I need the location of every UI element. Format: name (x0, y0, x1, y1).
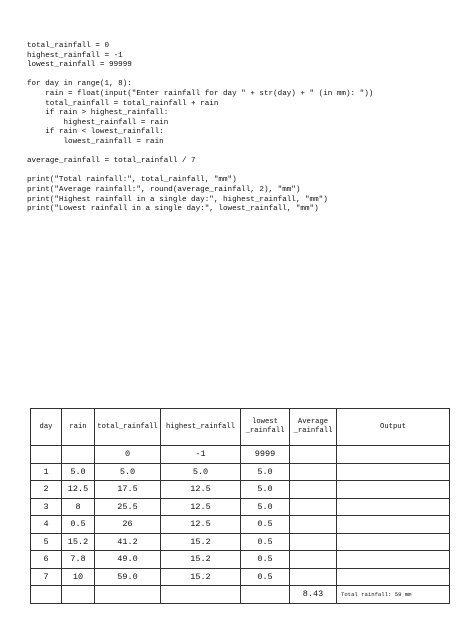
table-cell (241, 586, 290, 604)
code-line (27, 167, 373, 177)
code-line: print("Highest rainfall in a single day:", highest_rainfall, "mm") (27, 195, 328, 204)
table-cell: 25.5 (95, 498, 161, 516)
table-cell: 12.5 (62, 481, 95, 499)
table-cell: -1 (161, 446, 241, 464)
code-line: rain = float(input("Enter rainfall for day " + str(day) + " (in mm): ")) (27, 89, 374, 98)
table-row (31, 586, 450, 604)
table-cell: 9999 (241, 446, 290, 464)
table-header-row (31, 409, 450, 446)
table-cell (290, 481, 337, 499)
code-line: total_rainfall = total_rainfall + rain (27, 99, 219, 108)
table-cell (337, 568, 450, 586)
table-cell: 49.0 (95, 551, 161, 569)
table-cell: 2 (31, 481, 62, 499)
table-cell: 5.0 (62, 463, 95, 481)
column-header: highest_rainfall (161, 409, 241, 446)
table-cell: 7 (31, 568, 62, 586)
table-cell: 5 (31, 533, 62, 551)
code-line: print("Lowest rainfall in a single day:", lowest_rainfall, "mm") (27, 205, 319, 214)
code-line: lowest_rainfall = rain (27, 137, 164, 146)
table-cell (290, 463, 337, 481)
table-row (31, 481, 450, 499)
table-cell: 5.0 (161, 463, 241, 481)
table-cell (62, 446, 95, 464)
table-cell (337, 551, 450, 569)
table-cell: 5.0 (95, 463, 161, 481)
code-line (27, 148, 373, 158)
table-cell (290, 446, 337, 464)
table-cell: 12.5 (161, 516, 241, 534)
table-cell: 5.0 (241, 498, 290, 516)
table-cell: 0.5 (241, 568, 290, 586)
column-header: lowest _rainfall (241, 409, 290, 446)
table-cell: 8 (62, 498, 95, 516)
table-cell (290, 516, 337, 534)
code-line: if rain < lowest_rainfall: (27, 128, 164, 137)
column-header: Output (337, 409, 450, 446)
table-cell (337, 446, 450, 464)
table-row (31, 551, 450, 569)
table-cell (337, 481, 450, 499)
table-cell: Total rainfall: 59 mm (337, 586, 450, 604)
table-row (31, 446, 450, 464)
table-row (31, 463, 450, 481)
table-cell: 15.2 (62, 533, 95, 551)
table-cell (337, 498, 450, 516)
table-row (31, 568, 450, 586)
table-cell: 0.5 (241, 516, 290, 534)
table-cell (31, 586, 62, 604)
code-line: highest_rainfall = rain (27, 118, 169, 127)
code-listing (27, 42, 373, 215)
table-cell (95, 586, 161, 604)
table-cell (337, 516, 450, 534)
code-line: if rain > highest_rainfall: (27, 109, 169, 118)
table-cell (290, 551, 337, 569)
table-cell: 3 (31, 498, 62, 516)
table-cell: 4 (31, 516, 62, 534)
table-cell (337, 463, 450, 481)
table-cell: 0.5 (241, 533, 290, 551)
code-line: print("Average rainfall:", round(average_rainfall, 2), "mm") (27, 185, 301, 194)
table-cell (290, 533, 337, 551)
table-cell: 7.8 (62, 551, 95, 569)
table-row (31, 533, 450, 551)
table-cell: 15.2 (161, 568, 241, 586)
table-cell: 6 (31, 551, 62, 569)
table-cell (290, 498, 337, 516)
table-cell: 1 (31, 463, 62, 481)
table-cell: 12.5 (161, 481, 241, 499)
table-cell: 0.5 (62, 516, 95, 534)
table-cell: 10 (62, 568, 95, 586)
code-line: average_rainfall = total_rainfall / 7 (27, 157, 196, 166)
table-cell: 12.5 (161, 498, 241, 516)
table-row (31, 498, 450, 516)
table-cell (337, 533, 450, 551)
column-header: day (31, 409, 62, 446)
column-header: rain (62, 409, 95, 446)
table-cell: 5.0 (241, 481, 290, 499)
trace-table (30, 408, 450, 604)
table-cell: 5.0 (241, 463, 290, 481)
table-cell: 59.0 (95, 568, 161, 586)
table-cell (31, 446, 62, 464)
table-cell: 8.43 (290, 586, 337, 604)
table-row (31, 516, 450, 534)
code-line: for day in range(1, 8): (27, 80, 132, 89)
table-cell (290, 568, 337, 586)
table-cell (62, 586, 95, 604)
code-line (27, 71, 373, 81)
table-cell: 0 (95, 446, 161, 464)
table-cell: 0.5 (241, 551, 290, 569)
table-cell: 17.5 (95, 481, 161, 499)
code-line: lowest_rainfall = 99999 (27, 61, 132, 70)
table-cell: 15.2 (161, 533, 241, 551)
table-cell: 41.2 (95, 533, 161, 551)
table-cell (161, 586, 241, 604)
table-cell: 15.2 (161, 551, 241, 569)
code-line: highest_rainfall = -1 (27, 51, 123, 60)
code-line: total_rainfall = 0 (27, 42, 110, 50)
column-header: total_rainfall (95, 409, 161, 446)
code-line: print("Total rainfall:", total_rainfall, "mm") (27, 176, 237, 185)
column-header: Average _rainfall (290, 409, 337, 446)
table-cell: 26 (95, 516, 161, 534)
